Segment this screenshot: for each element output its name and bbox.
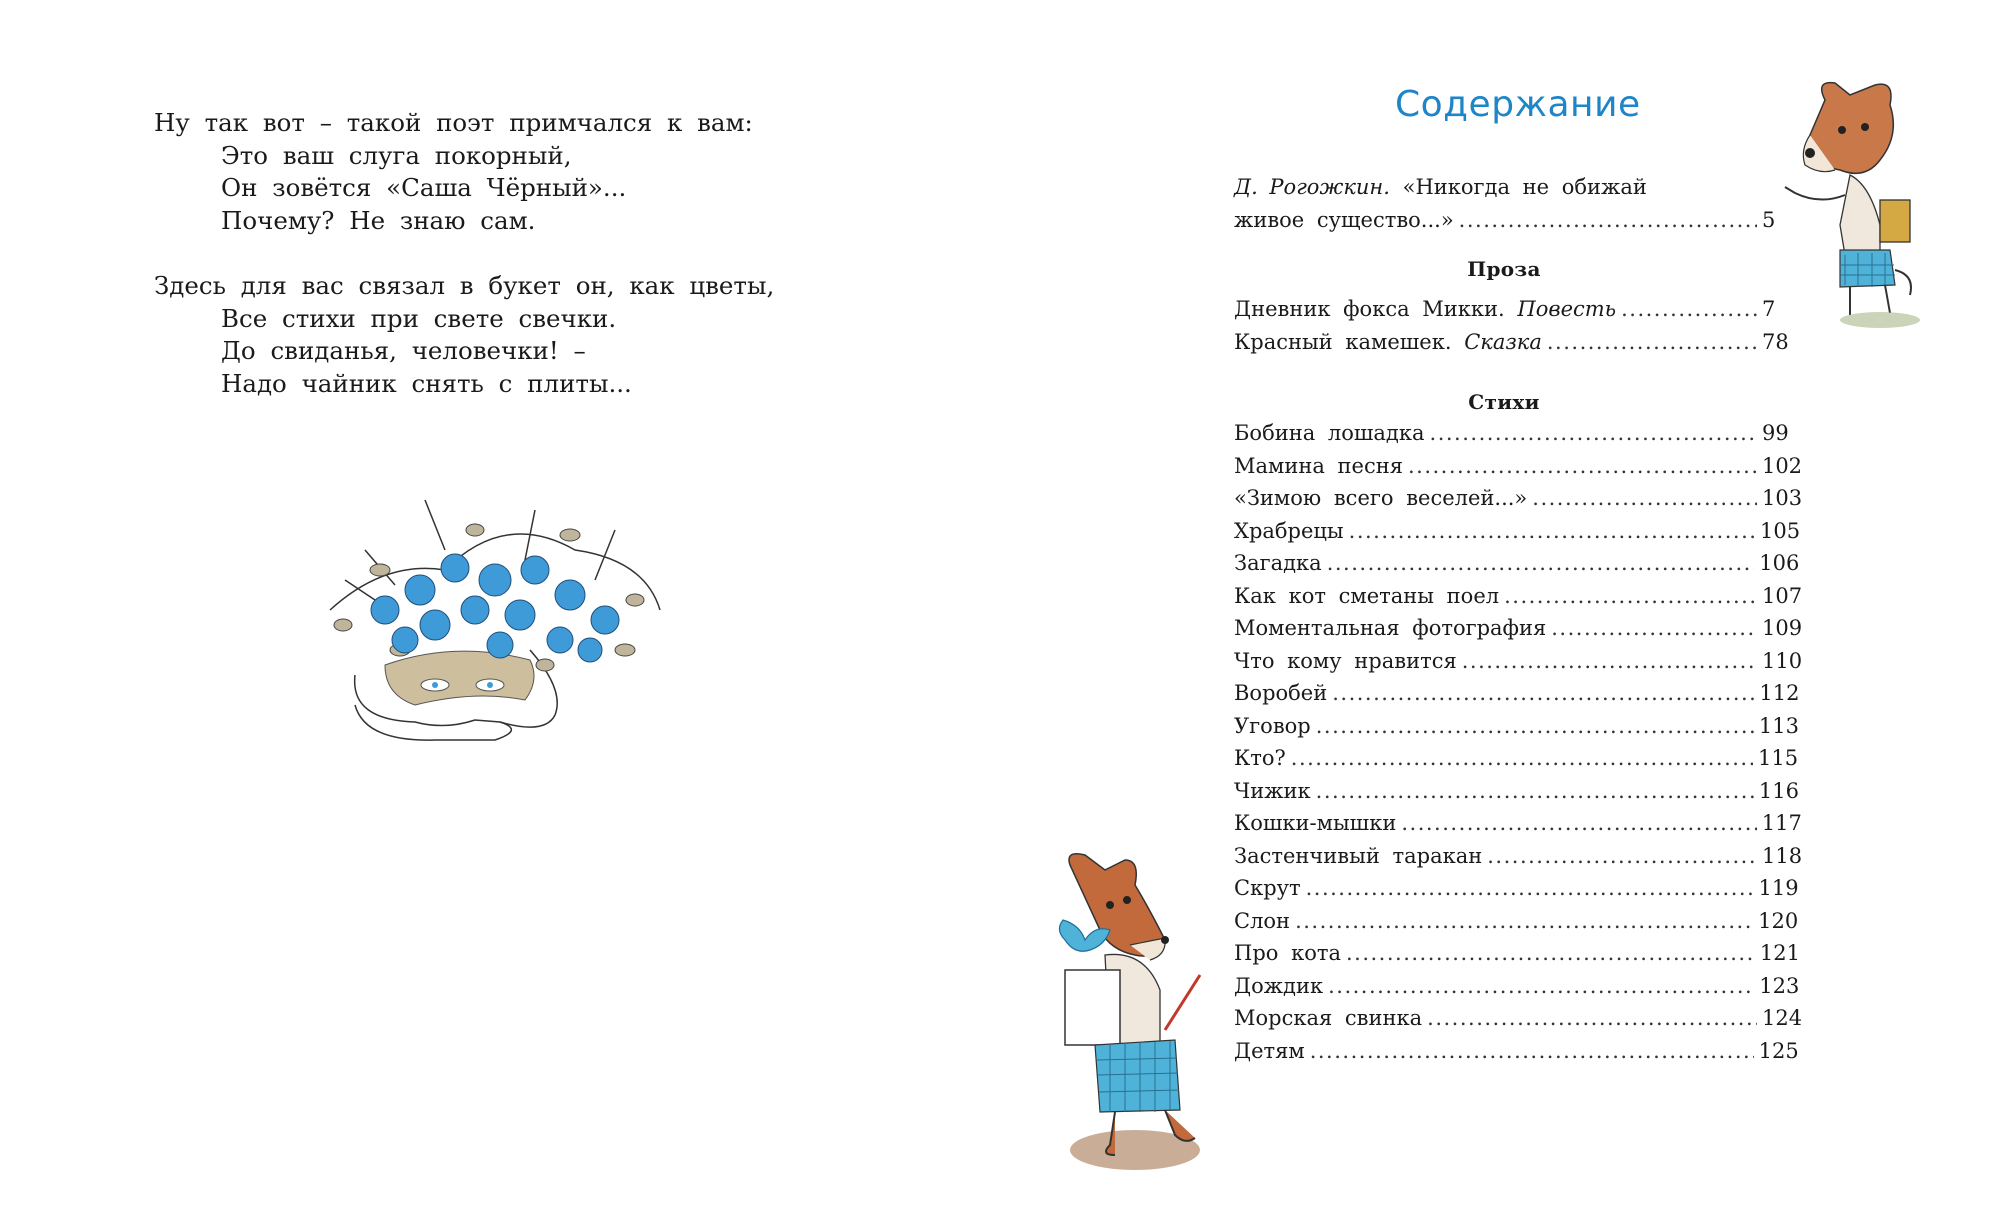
contents-entry[interactable] (1234, 872, 1799, 905)
entry-page-number: 109 (1762, 616, 1803, 640)
entry-page-number: 123 (1759, 973, 1800, 998)
contents-entry[interactable] (1234, 807, 1802, 840)
contents-entry[interactable] (1234, 970, 1800, 1003)
intro-author: Д. Рогожкин. (1234, 175, 1390, 199)
entry-title: Загадка (1234, 551, 1322, 575)
dog-with-bag-illustration (1780, 75, 1920, 333)
poem-line: Он зовётся «Саша Чёрный»... (221, 173, 627, 202)
entry-page-number: 106 (1759, 551, 1800, 575)
entry-page-number: 105 (1759, 518, 1801, 543)
poem-line: Это ваш слуга покорный, (221, 140, 572, 170)
leader-dots (1427, 1002, 1757, 1035)
entry-page-number: 125 (1758, 1038, 1799, 1063)
contents-entry[interactable] (1234, 450, 1803, 483)
poem-line: До свиданья, человечки! – (221, 336, 586, 365)
contents-entry[interactable] (1234, 417, 1789, 450)
intro-title-line1: «Никогда не обижай (1402, 175, 1647, 199)
entry-page-number: 118 (1762, 843, 1803, 868)
poem-line: Ну так вот – такой поэт примчался к вам: (154, 108, 753, 137)
contents-intro-entry[interactable] (1234, 171, 1774, 236)
leader-dots (1327, 547, 1755, 580)
entry-page-number: 121 (1759, 941, 1800, 965)
intro-page-number: 5 (1762, 207, 1776, 232)
poems-section-heading: Стихи (1468, 390, 1540, 414)
entry-title: Как кот сметаны поел (1234, 583, 1500, 608)
contents-entry[interactable] (1234, 677, 1800, 710)
prose-section-heading: Проза (1467, 257, 1541, 281)
entry-title: Кто? (1234, 746, 1286, 770)
closing-poem (154, 107, 834, 400)
contents-entry[interactable] (1234, 1035, 1799, 1068)
contents-entry[interactable] (1234, 645, 1803, 678)
entry-title: Дневник фокса Микки. (1234, 297, 1505, 321)
entry-title: Скрут (1234, 876, 1301, 900)
leader-dots (1462, 645, 1757, 678)
entry-title: Кошки-мышки (1234, 811, 1397, 835)
contents-entry[interactable] (1234, 710, 1799, 743)
entry-title: Про кота (1234, 941, 1341, 965)
entry-page-number: 113 (1758, 713, 1799, 738)
entry-page-number: 103 (1762, 486, 1803, 510)
poem-line: Почему? Не знаю сам. (221, 205, 536, 235)
entry-page-number: 117 (1761, 811, 1802, 835)
entry-title: Дождик (1234, 973, 1324, 998)
leader-dots (1295, 905, 1753, 938)
entry-page-number: 99 (1762, 421, 1789, 445)
prose-list (1234, 293, 1789, 358)
contents-entry[interactable] (1234, 293, 1774, 326)
leader-dots (1328, 970, 1754, 1003)
entry-title: Что кому нравится (1234, 648, 1457, 673)
leader-dots (1291, 742, 1753, 775)
entry-page-number: 119 (1758, 876, 1799, 900)
leader-dots (1332, 677, 1754, 710)
entry-page-number: 7 (1762, 297, 1776, 321)
poem-line: Здесь для вас связал в букет он, как цветы, (154, 271, 775, 300)
contents-entry[interactable] (1234, 482, 1803, 515)
entry-title: Уговор (1234, 713, 1311, 738)
entry-page-number: 124 (1762, 1006, 1803, 1030)
entry-title: Мамина песня (1234, 453, 1403, 478)
entry-title: Слон (1234, 908, 1291, 933)
entry-page-number: 112 (1759, 681, 1800, 705)
contents-entry[interactable] (1234, 905, 1799, 938)
entry-title: Детям (1234, 1038, 1305, 1063)
contents-entry[interactable] (1234, 580, 1803, 613)
entry-page-number: 120 (1758, 908, 1799, 933)
entry-page-number: 78 (1762, 329, 1789, 354)
contents-entry[interactable] (1234, 937, 1800, 970)
entry-title: Морская свинка (1234, 1006, 1423, 1030)
leader-dots (1408, 450, 1757, 483)
entry-title: Храбрецы (1234, 518, 1344, 543)
contents-entry[interactable] (1234, 775, 1799, 808)
leader-dots (1306, 872, 1754, 905)
contents-entry[interactable] (1234, 612, 1803, 645)
leader-dots (1316, 775, 1754, 808)
leader-dots (1551, 612, 1757, 645)
leader-dots (1621, 293, 1757, 326)
contents-entry[interactable] (1234, 742, 1799, 775)
entry-title: «Зимою всего веселей...» (1234, 486, 1528, 510)
contents-entry[interactable] (1234, 326, 1789, 359)
leader-dots (1349, 515, 1755, 548)
dog-with-bow-and-pencil-illustration (1055, 850, 1225, 1172)
leader-dots (1532, 482, 1757, 515)
entry-genre: Сказка (1464, 329, 1542, 354)
poems-list (1234, 417, 1803, 1067)
entry-title: Моментальная фотография (1234, 616, 1547, 640)
entry-page-number: 107 (1762, 583, 1803, 608)
leader-dots (1346, 937, 1755, 970)
stanza-break (154, 237, 834, 270)
contents-entry[interactable] (1234, 515, 1801, 548)
poem-line: Все стихи при свете свечки. (221, 303, 617, 333)
contents-entry[interactable] (1234, 840, 1803, 873)
contents-entry[interactable] (1234, 547, 1800, 580)
leader-dots (1459, 204, 1757, 237)
entry-title: Застенчивый таракан (1234, 843, 1483, 868)
entry-title: Воробей (1234, 681, 1328, 705)
entry-page-number: 102 (1761, 453, 1803, 478)
entry-title: Бобина лошадка (1234, 421, 1425, 445)
entry-genre: Повесть (1517, 297, 1617, 321)
contents-entry[interactable] (1234, 1002, 1803, 1035)
entry-title: Чижик (1234, 778, 1311, 803)
leader-dots (1401, 807, 1756, 840)
leader-dots (1310, 1035, 1754, 1068)
entry-page-number: 110 (1762, 648, 1803, 673)
leader-dots (1487, 840, 1757, 873)
entry-page-number: 116 (1758, 778, 1799, 803)
leader-dots (1547, 326, 1757, 359)
entry-page-number: 115 (1758, 746, 1799, 770)
contents-title: Содержание (1395, 84, 1641, 125)
entry-title: Красный камешек. (1234, 329, 1452, 354)
leader-dots (1316, 710, 1754, 743)
poem-line: Надо чайник снять с плиты... (221, 368, 632, 398)
intro-title-line2: живое существо...» (1234, 207, 1454, 232)
leader-dots (1504, 580, 1757, 613)
child-with-cornflower-wreath-illustration (325, 490, 670, 752)
leader-dots (1430, 417, 1757, 450)
